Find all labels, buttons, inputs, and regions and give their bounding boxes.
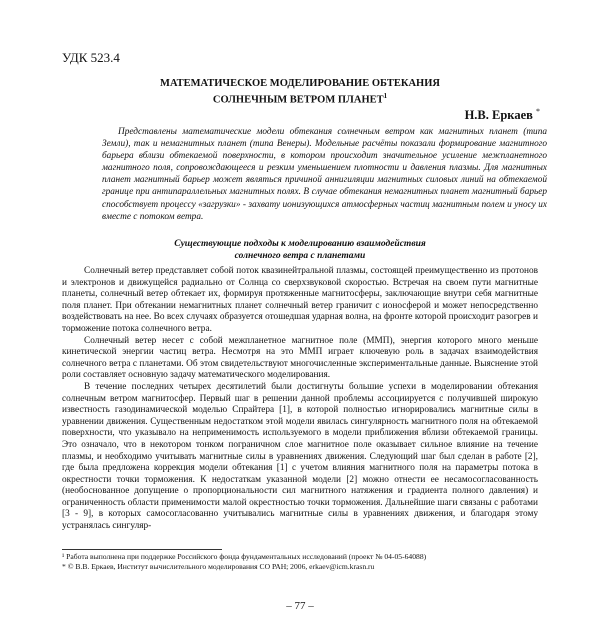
title-line-1: МАТЕМАТИЧЕСКОЕ МОДЕЛИРОВАНИЕ ОБТЕКАНИЯ	[160, 78, 440, 89]
author-text: Н.В. Еркаев	[464, 108, 533, 123]
paragraph: В течение последних четырех десятилетий были достигнуты большие успехи в моделировании обтекания солнечным ветром магнитосфер. Первый шаг в решении данной проблемы ассоциируется с получившей широкую известность газодинамической моделью Спрайтера [1], в которой полностью игнорировались магнитные силы в уравнении движения. Существенным недостатком этой модели явилась сингулярность магнитного поля на обтекаемой поверхности, что указывало на неприменимость используемого в модели приближения вблизи обтекаемой границы. Это означало, что в некотором тонком пограничном слое магнитное поле оказывает сильное влияние на течение плазмы, и необходимо учитывать магнитные силы в уравнениях движения. Следующий шаг был сделан в работе [2], где была предложена коррекция модели обтекания [1] с учетом влияния магнитного поля на параметры потока в окрестности точки торможения. К недостаткам указанной модели [2] можно отнести ее несамосогласованность (необоснованное допущение о пропорциональности сил магнитного натяжения и градиента полного давления) и ограниченность области применимости малой окрестностью точки торможения. Дальнейшие шаги связаны с работами [3 - 9], в которых самосогласованно учитывались магнитные силы в уравнениях движения, и благодаря этому устранялась сингуляр-	[62, 381, 538, 532]
footnotes	[62, 552, 542, 572]
paragraph: Солнечный ветер представляет собой поток квазинейтральной плазмы, состоящей преимущественно из протонов и электронов и движущейся радиально от Солнца со сверхзвуковой скоростью. Встречая на своем пути магнитные планеты, солнечный ветер обтекает их, формируя протяженные магнитосферы, заключающие внутри себя магнитные поля планет. При обтекании немагнитных планет солнечный ветер граничит с ионосферой и может непосредственно воздействовать на нее. Во всех случаях образуется отошедшая ударная волна, на фронте которой происходит разогрев и торможение потока солнечного ветра.	[62, 266, 538, 334]
article-title	[70, 78, 530, 107]
abstract: Представлены математические модели обтекания солнечным ветром как магнитных планет (типа Земли), так и немагнитных планет (типа Венеры). Модельные расчёты показали формирование магнитного барьера вблизи обтекаемой поверхности, в котором происходит значительное усиление межпланетного магнитного поля, сопровождающееся и резким уменьшением плотности и давления плазмы. Для магнитных планет магнитный барьер может являться причиной аннигиляции магнитных силовых линий на обтекаемой границе при антипараллельных магнитных полях. В случае обтекания немагнитных планет магнитный барьер способствует процессу «загрузки» - захвату ионизующихся атмосферных частиц магнитным полем и уносу их вместе с потоком ветра.	[102, 127, 547, 222]
section-heading-line-2: солнечного ветра с планетами	[234, 250, 366, 261]
title-line-2	[70, 90, 530, 107]
footnote: * © В.В. Еркаев, Институт вычислительного моделирования СО РАН; 2006, erkaev@icm.krasn.ru	[62, 562, 375, 571]
title-footnote-mark: 1	[383, 92, 388, 100]
footnote: ¹ Работа выполнена при поддержке Российского фонда фундаментальных исследований (проект № 04-05-64088)	[62, 552, 427, 561]
page-number: – 77 –	[286, 600, 314, 612]
author-name	[465, 107, 540, 123]
paragraph: Солнечный ветер несет с собой межпланетное магнитное поле (ММП), энергия которого много меньше кинетической энергии частиц ветра. Несмотря на это ММП играет ключевую роль в задачах взаимодействия солнечного ветра с планетами. Об этом свидетельствуют многочисленные экспериментальные данные. Выяснение этой роли составляет основную задачу математического моделирования.	[62, 335, 538, 381]
udk-code: УДК 523.4	[62, 50, 120, 65]
section-heading-line-1: Существующие подходы к моделированию взаимодействия	[174, 239, 426, 249]
section-heading	[60, 239, 540, 262]
author-footnote-mark: *	[536, 107, 540, 116]
body-text	[62, 266, 538, 533]
footnote-divider	[62, 549, 222, 550]
title-line-2-text: СОЛНЕЧНЫМ ВЕТРОМ ПЛАНЕТ	[212, 94, 384, 106]
